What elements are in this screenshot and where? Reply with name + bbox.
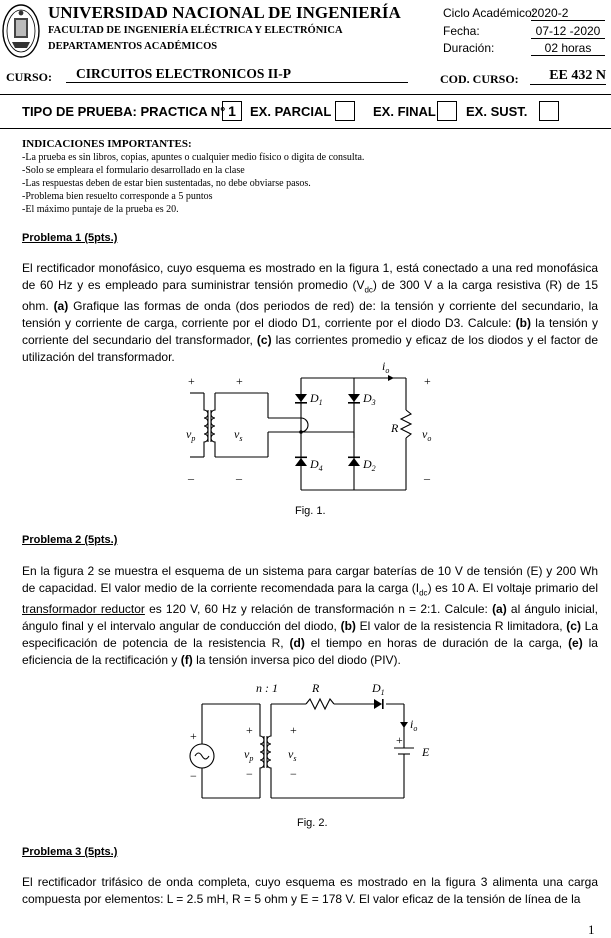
fig1-D3-label: $D_3$ [363, 391, 376, 407]
fig2-source-plus: + [190, 729, 197, 743]
figure-1-caption: Fig. 1. [295, 505, 326, 517]
fig1-vo-plus: + [424, 374, 431, 388]
figure-1-bridge-rectifier-circuit [170, 360, 450, 500]
instruction-item: -Las respuestas deben de estar bien sustentadas, no debe obviarse pasos. [22, 178, 311, 189]
date-value: 07-12 -2020 [531, 24, 605, 39]
date-label: Fecha: [443, 24, 480, 38]
fig1-vs-plus: + [236, 374, 243, 388]
fig2-vs-label: $v_s$ [288, 747, 297, 763]
instruction-item: -Solo se empleara el formulario desarrollado en la clase [22, 165, 245, 176]
course-code-value: EE 432 N [530, 68, 606, 85]
fig1-vs-minus: _ [236, 467, 242, 481]
instructions-title: INDICACIONES IMPORTANTES: [22, 138, 192, 150]
problem-2-statement: En la figura 2 se muestra el esquema de un sistema para cargar baterías de 10 V de tensión (E) y 200 Wh de capacidad. El valor medio de la corriente recomendada para la carga $(I_{dc})$ es 10 A. El voltaje primario del transformador reductor es 120 V, 60 Hz y relación de transformación n = 2:1. Calcule: (a) al ángulo inicial, ángulo final y el intervalo angular de conducción del diodo, (b) El valor de la resistencia R limitadora, (c) La especificación de potencia de la resistencia R, (d) el tiempo en horas de duración de la carga, (e) la eficiencia de la rectificación y (f) la tensión inversa pico del diodo (PIV). [22, 564, 599, 668]
fig1-vp-label: $v_p$ [186, 427, 196, 443]
problem-3-title: Problema 3 (5pts.) [22, 846, 118, 858]
fig2-vs-minus: − [290, 767, 297, 781]
fig2-vp-plus: + [246, 723, 253, 737]
fig2-vp-minus: − [246, 767, 253, 781]
fig1-D2-label: $D_2$ [363, 457, 376, 473]
fig2-vp-label: $v_p$ [244, 747, 254, 763]
fig2-ratio-label: n : 1 [256, 681, 278, 695]
fig1-vo-label: $v_o$ [422, 427, 432, 443]
cycle-value: 2020-2 [531, 6, 605, 21]
substitute-exam-checkbox [539, 101, 559, 121]
page-number: 1 [588, 922, 595, 937]
problem-1-title: Problema 1 (5pts.) [22, 232, 118, 244]
faculty-name: FACULTAD DE INGENIERÍA ELÉCTRICA Y ELECTRÓNICA [48, 25, 343, 36]
university-name: UNIVERSIDAD NACIONAL DE INGENIERÍA [48, 3, 401, 22]
fig1-vp-plus: + [188, 374, 195, 388]
final-exam-checkbox [437, 101, 457, 121]
partial-exam-label: EX. PARCIAL [250, 104, 332, 119]
instructions-list [22, 151, 364, 216]
figure-2-battery-charger-circuit [170, 680, 450, 810]
course-code-label: COD. CURSO: [440, 72, 519, 86]
fig2-R-label: R [312, 681, 320, 695]
fig1-vs-label: $v_s$ [234, 427, 243, 443]
fig1-vp-minus: _ [188, 467, 194, 481]
department-name: DEPARTAMENTOS ACADÉMICOS [48, 41, 218, 52]
test-type-label: TIPO DE PRUEBA: PRACTICA N° [22, 104, 226, 119]
substitute-exam-label: EX. SUST. [466, 104, 528, 119]
cycle-label: Ciclo Académico: [443, 6, 536, 20]
problem-1-statement: El rectificador monofásico, cuyo esquema es mostrado en la figura 1, está conectado a una red monofásica de 60 Hz y es empleado para suministrar tensión promedio $(V_{dc})$ de 300 V a la carga resistiva (R) de 15 ohm. (a) Grafique las formas de onda (dos periodos de red) de: la tensión y corriente del secundario, la tensión y corriente de carga, corriente por el diodo D1, corriente por el diodo D3. Calcule: (b) la tensión y corriente del secundario del transformador, (c) las corrientes promedio y eficaz de los diodos y el factor de utilización del transformador. [22, 261, 599, 365]
instruction-item: -Problema bien resuelto corresponde a 5 puntos [22, 191, 213, 202]
fig2-D1-label: $D_1$ [372, 681, 385, 697]
fig2-battery-plus: + [396, 733, 403, 747]
duration-label: Duración: [443, 41, 495, 55]
figure-2-caption: Fig. 2. [297, 817, 328, 829]
fig1-io-label: $i_o$ [382, 360, 390, 375]
final-exam-label: EX. FINAL [373, 104, 436, 119]
fig2-source-minus: − [190, 769, 197, 783]
fig2-E-label: E [422, 745, 430, 759]
fig1-D1-label: $D_1$ [310, 391, 323, 407]
fig2-vs-plus: + [290, 723, 297, 737]
practice-number-box: 1 [222, 101, 242, 121]
problem-3-statement: El rectificador trifásico de onda completa, cuyo esquema es mostrado en la figura 3 alimenta una carga compuesta por elementos: L = 2.5 mH, R = 5 ohm y E = 178 V. El valor eficaz de la tensión de línea de la [22, 875, 598, 906]
fig1-D4-label: $D_4$ [310, 457, 323, 473]
duration-value: 02 horas [531, 41, 605, 56]
partial-exam-checkbox [335, 101, 355, 121]
instruction-item: -El máximo puntaje de la prueba es 20. [22, 204, 179, 215]
fig2-io-label: $i_o$ [410, 717, 418, 733]
fig1-vo-minus: _ [424, 467, 430, 481]
fig1-R-label: R [391, 421, 399, 435]
header-divider [0, 94, 611, 95]
course-label: CURSO: [6, 70, 53, 84]
university-seal-logo [2, 4, 40, 58]
instruction-item: -La prueba es sin libros, copias, apuntes o cualquier medio físico o digita de consulta. [22, 152, 365, 163]
course-value: CIRCUITOS ELECTRONICOS II-P [66, 66, 408, 83]
problem-2-title: Problema 2 (5pts.) [22, 534, 118, 546]
test-type-divider [0, 128, 611, 129]
